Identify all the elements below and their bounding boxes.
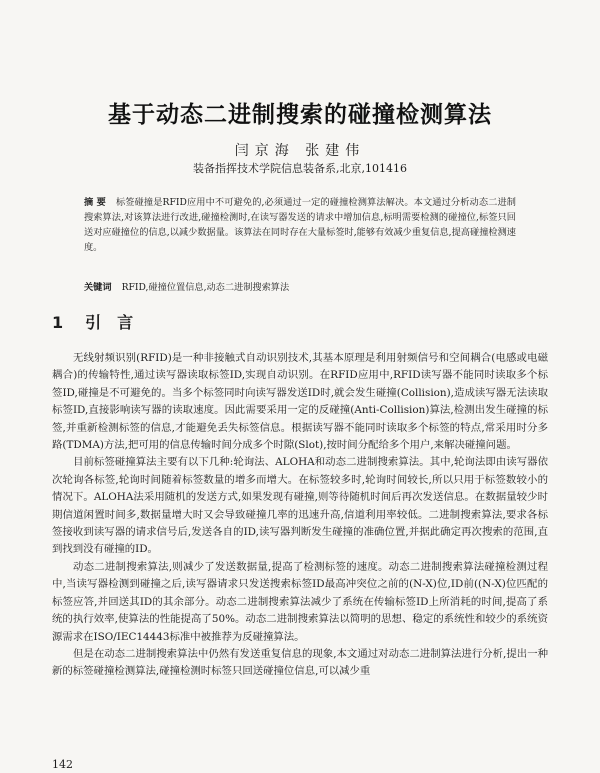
author-affiliation: 装备指挥技术学院信息装备系,北京,101416: [193, 162, 407, 175]
keywords-label: 关键词: [84, 282, 112, 293]
keywords-text: RFID,碰撞位置信息,动态二进制搜索算法: [121, 282, 290, 293]
abstract-block: [84, 195, 516, 255]
body-paragraph: 动态二进制搜索算法,则减少了发送数据量,提高了检测标签的速度。动态二进制搜索算法碰撞检测过程中,当读写器检测到碰撞之后,读写器请求只发送搜索标签ID最高冲突位之前的(N-X)位,ID前((N-X)位匹配的标签应答,并回送其ID的其余部分。动态二进制搜索算法减少了系统在传输标签ID上所消耗的时间,提高了系统的执行效率,使算法的性能提高了50%。动态二进制搜索算法以简明的思想、稳定的系统性和较少的系统资源需求在ISO/IEC14443标准中被推荐为反碰撞算法。: [52, 560, 548, 643]
keywords-block: [84, 279, 516, 293]
abstract-text: 标签碰撞是RFID应用中不可避免的,必须通过一定的碰撞检测算法解决。本文通过分析动态二进制搜索算法,对该算法进行改进,碰撞检测时,在读写器发送的请求中增加信息,标明需要检测的碰撞位,标签只回送对应碰撞位的信息,以减少数据量。该算法在同时存在大量标签时,能够有效减少重复信息,提高碰撞检测速度。: [84, 197, 516, 253]
section-heading: [52, 310, 149, 333]
section-number: 1: [52, 313, 64, 332]
body-paragraph: 目前标签碰撞算法主要有以下几种:轮询法、ALOHA和动态二进制搜索算法。其中,轮询法即由读写器依次轮询各标签,轮询时间随着标签数量的增多而增大。在标签较多时,轮询时间较长,所以只用于标签数较小的情况下。ALOHA法采用随机的发送方式,如果发现有碰撞,则等待随机时间后再次发送信息。在数据量较少时期信道闲置时间多,数据量增大时又会导致碰撞几率的迅速升高,信道利用率较低。二进制搜索算法,要求各标签接收到读写器的请求信号后,发送各自的ID,读写器判断发生碰撞的准确位置,并据此确定再次搜索的范围,直到找到没有碰撞的ID。: [52, 456, 548, 556]
abstract-label: 摘 要: [84, 197, 106, 208]
page-number: 142: [52, 758, 73, 771]
body-paragraph: 但是在动态二进制搜索算法中仍然有发送重复信息的现象,本文通过对动态二进制算法进行分析,提出一种新的标签碰撞检测算法,碰撞检测时标签只回送碰撞位信息,可以减少重: [52, 647, 548, 678]
paper-title: 基于动态二进制搜索的碰撞检测算法: [108, 102, 492, 128]
body-text: [52, 350, 548, 681]
body-paragraph: 无线射频识别(RFID)是一种非接触式自动识别技术,其基本原理是利用射频信号和空间耦合(电感或电磁耦合)的传输特性,通过读写器读取标签ID,实现自动识别。在RFID应用中,RFID读写器不能同时读取多个标签ID,碰撞是不可避免的。当多个标签同时向读写器发送ID时,就会发生碰撞(Collision),造成读写器无法读取标签ID,直接影响读写器的读取速度。因此需要采用一定的反碰撞(Anti-Collision)算法,检测出发生碰撞的标签,并重新检测标签的信息,才能避免丢失标签信息。根据读写器不能同时读取多个标签的特点,常采用时分多路(TDMA)方法,把可用的信息传输时间分成多个时隙(Slot),按时间分配给多个用户,来解决碰撞问题。: [52, 352, 548, 452]
author-names: 闫京海 张建伟: [234, 143, 366, 159]
section-title: 引言: [85, 313, 150, 332]
